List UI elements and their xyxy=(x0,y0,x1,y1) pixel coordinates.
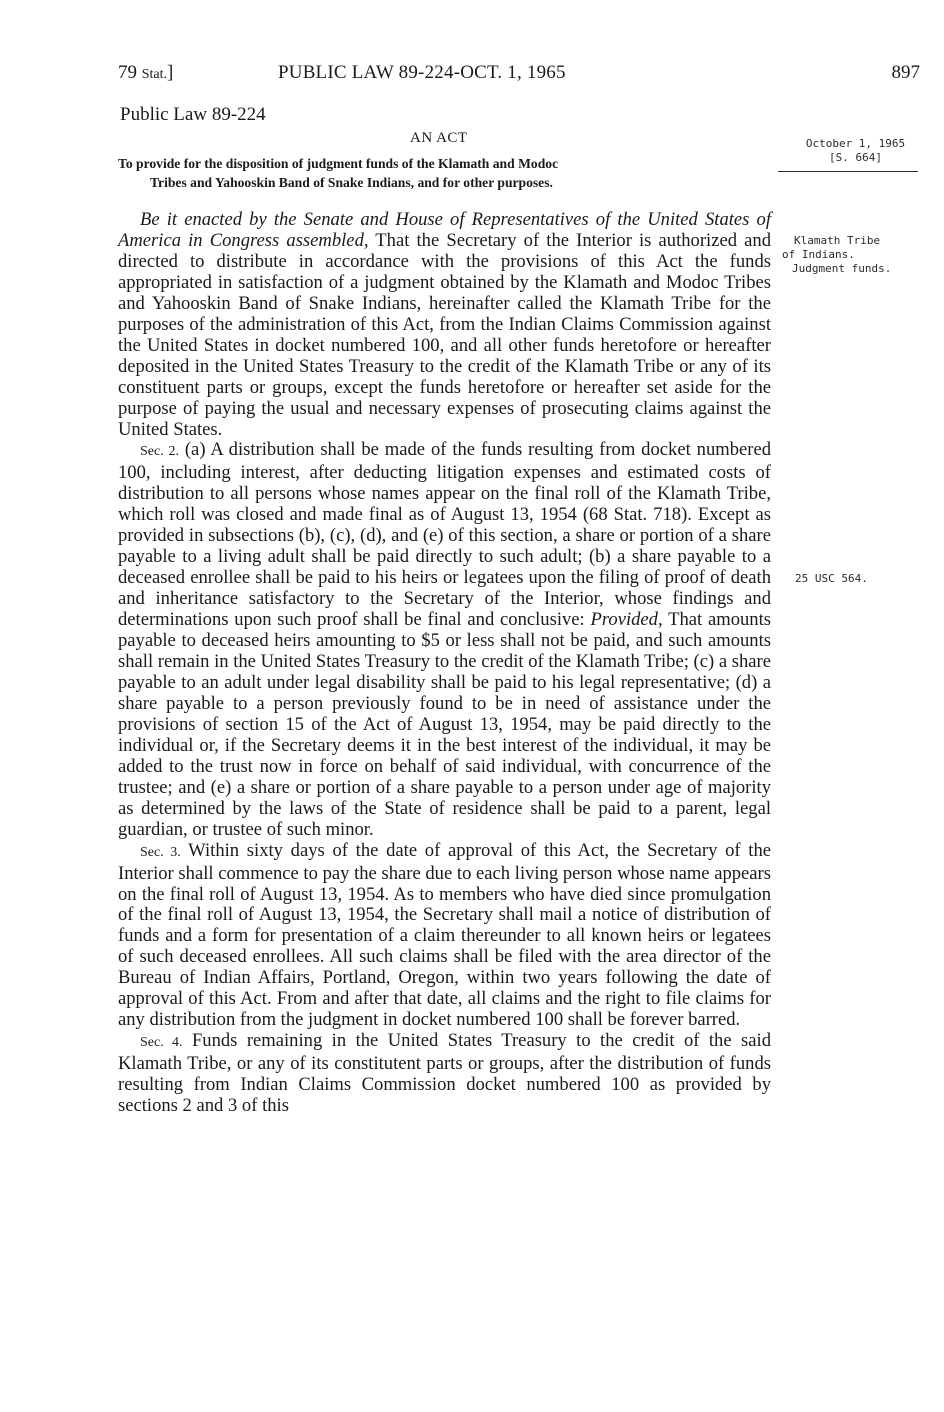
section-4 xyxy=(118,1031,771,1117)
section-4-text: Funds remaining in the United States Treasury to the credit of the said Klamath Tribe, or any of its constitutent parts or groups, after the distribution of funds resulting from Indian Claims Commission docket numbered 100 as provided by sections 2 and 3 of this xyxy=(118,1030,771,1117)
section-2 xyxy=(118,440,771,840)
running-title: PUBLIC LAW 89-224-OCT. 1, 1965 xyxy=(278,62,566,83)
section-1-text: That the Secretary of the Interior is authorized and directed to distribute in accordance with the provisions of this Act the funds appropriated in satisfaction of a judgment obtained by the Klamath and Modoc Tribes and Yahooskin Band of Snake Indians, hereinafter called the Klamath Tribe for the purposes of the administration of this Act, from the Indian Claims Commission against the United States in docket numbered 100, and all other funds heretofore or hereafter deposited in the United States Treasury to the credit of the Klamath Tribe or any of its constituent parts or groups, except the funds heretofore or hereafter set aside for the purpose of paying the usual and necessary expenses of prosecuting claims against the United States. xyxy=(118,229,771,440)
margin-note-line: Klamath Tribe xyxy=(794,234,881,247)
section-2-text-a: (a) A distribution shall be made of the funds resulting from docket numbered 100, including interest, after deducting litigation expenses and estimated costs of distribution to all persons whose names appear on the final roll of the Klamath Tribe, which roll was closed and made final as of August 13, 1954 (68 Stat. 718). Except as provided in subsections (b), (c), (d), and (e) of this section, a share or portion of a share payable to a living adult shall be paid directly to such adult; (b) a share payable to a deceased enrollee shall be paid to his heirs or legatees upon the filing of proof of death and inheritance satisfactory to the Secretary of the Interior, whose findings and determinations upon such proof shall be final and conclusive: xyxy=(118,439,771,631)
page-number: 897 xyxy=(891,62,920,83)
statute-bracket: ] xyxy=(167,62,174,83)
approval-date: October 1, 1965 xyxy=(805,137,906,150)
act-body xyxy=(118,210,771,1117)
margin-note-line: of Indians. xyxy=(782,248,855,261)
margin-note-klamath xyxy=(782,234,922,276)
section-3 xyxy=(118,841,771,1032)
statute-label: Stat. xyxy=(141,67,168,82)
proviso: Provided, xyxy=(590,609,663,631)
enacting-clause xyxy=(118,210,771,440)
section-2-label: Sec. 2. xyxy=(140,444,179,460)
margin-rule xyxy=(778,171,918,172)
purpose-line-1: To provide for the disposition of judgment funds of the Klamath and Modoc xyxy=(118,156,559,171)
law-number: Public Law 89-224 xyxy=(120,104,266,125)
statute-reference xyxy=(118,62,173,84)
running-head xyxy=(118,62,924,92)
purpose-line-2: Tribes and Yahooskin Band of Snake Indians, and for other purposes. xyxy=(150,175,553,190)
margin-note-date xyxy=(793,137,918,165)
section-3-text: Within sixty days of the date of approval of this Act, the Secretary of the Interior shall commence to pay the share due to each living person whose name appears on the final roll of August 13, 1954. As to members who have died since promulgation of the final roll of August 13, 1954, the Secretary shall mail a notice of distribution of funds and a form for presentation of a claim thereunder to all known heirs or legatees of such deceased enrollees. All such claims shall be filed with the area director of the Bureau of Indian Affairs, Portland, Oregon, within two years following the date of approval of this Act. From and after that date, all claims and the right to file claims for any distribution from the judgment in docket numbered 100 shall be forever barred. xyxy=(118,839,772,1031)
section-2-text-b: That amounts payable to deceased heirs amounting to $5 or less shall not be paid, and such amounts shall remain in the United States Treasury to the credit of the Klamath Tribe; (c) a share payable to an adult under legal disability shall be paid to his legal representative; (d) a share payable to a person previously found to be in need of assistance under the provisions of section 15 of the Act of August 13, 1954, may be paid directly to the individual or, if the Secretary deems it in the best interest of the individual, it may be added to the trust now in force on behalf of said individual, with concurrence of the trustee; and (e) a share or portion of a share payable to a person under age of majority as determined by the laws of the State of residence shall be paid to a parent, legal guardian, or trustee of such minor. xyxy=(118,609,771,840)
section-3-label: Sec. 3. xyxy=(140,844,181,860)
act-purpose xyxy=(118,154,778,192)
statute-volume: 79 xyxy=(118,62,137,83)
bill-number: [S. 664] xyxy=(829,151,882,164)
margin-note-line: Judgment funds. xyxy=(792,262,892,275)
margin-note-usc: 25 USC 564. xyxy=(795,572,868,585)
act-label: AN ACT xyxy=(410,130,468,146)
section-4-label: Sec. 4. xyxy=(140,1035,183,1051)
enacting-formula: Be it enacted by the Senate and House of Representatives of the United States of America in Congress assembled, xyxy=(118,209,771,251)
